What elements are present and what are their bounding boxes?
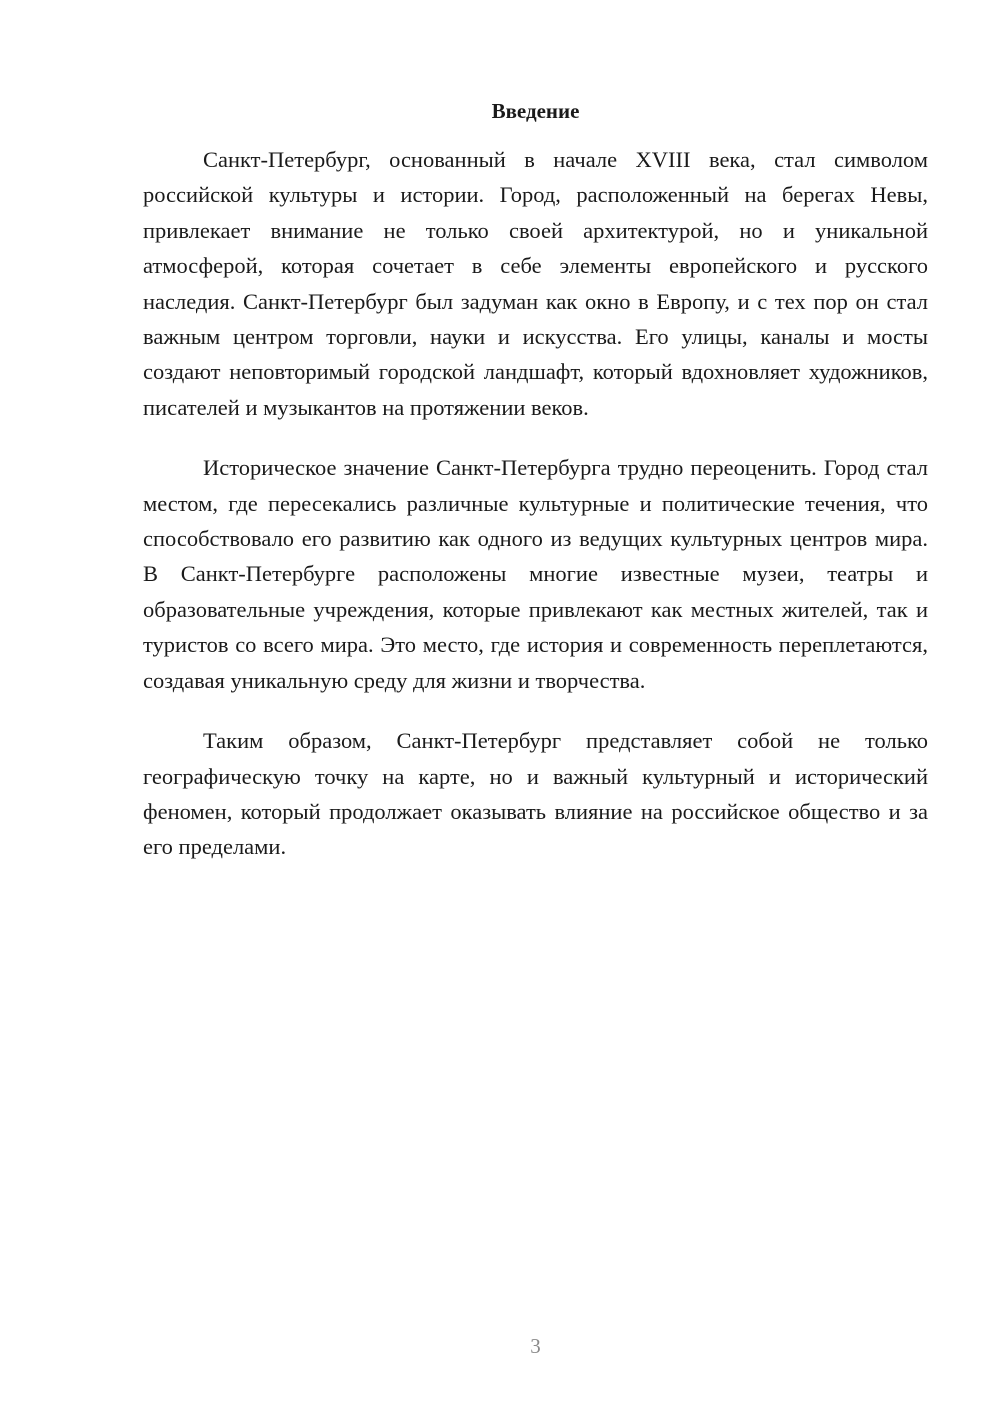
- body-text: [143, 142, 928, 890]
- paragraph-3: Таким образом, Санкт-Петербург представляет собой не только географическую точку на карте, но и важный культурный и исторический феномен, который продолжает оказывать влияние на российское общество и за его пределами.: [143, 728, 928, 860]
- paragraph-2: Историческое значение Санкт-Петербурга трудно переоценить. Город стал местом, где пересекались различные культурные и политические течения, что способствовало его развитию как одного из ведущих культурных центров мира. В Санкт-Петербурге расположены многие известные музеи, театры и образовательные учреждения, которые привлекают как местных жителей, так и туристов со всего мира. Это место, где история и современность переплетаются, создавая уникальную среду для жизни и творчества.: [143, 455, 928, 693]
- paragraph-1: Санкт-Петербург, основанный в начале XVIII века, стал символом российской культуры и истории. Город, расположенный на берегах Невы, привлекает внимание не только своей архитектурой, но и уникальной атмосферой, которая сочетает в себе элементы европейского и русского наследия. Санкт-Петербург был задуман как окно в Европу, и с тех пор он стал важным центром торговли, науки и искусства. Его улицы, каналы и мосты создают неповторимый городской ландшафт, который вдохновляет художников, писателей и музыкантов на протяжении веков.: [143, 147, 928, 420]
- page-number: 3: [530, 1334, 541, 1358]
- section-heading: Введение: [491, 99, 580, 123]
